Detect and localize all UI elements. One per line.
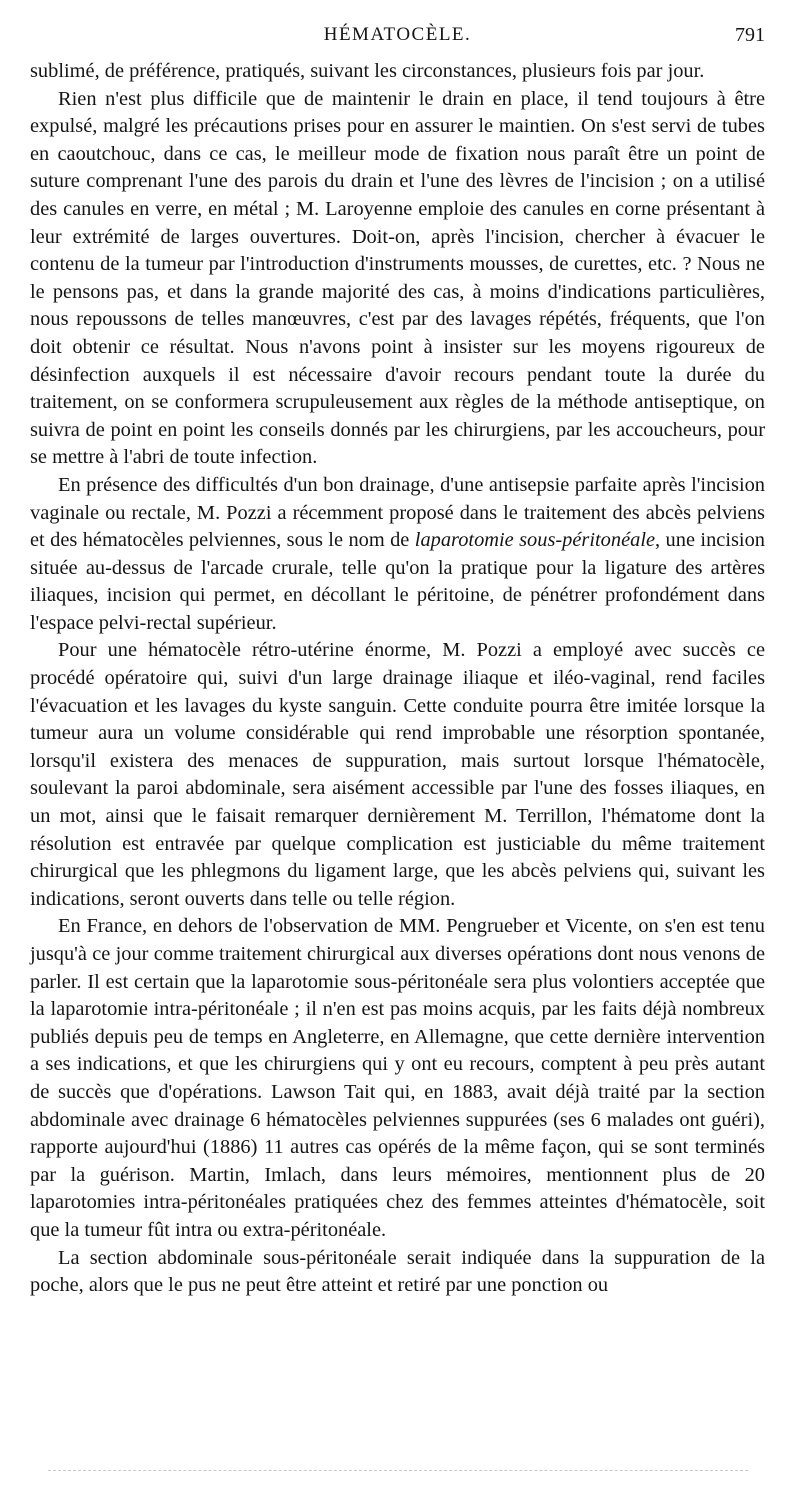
book-page (30, 24, 765, 1300)
italic-term: laparotomie sous-péritonéale (414, 529, 656, 552)
running-head (30, 24, 765, 50)
paragraph-france: En France, en dehors de l'observation de MM. Pengrueber et Vicente, on s'en est tenu jusqu'à ce jour comme traitement chirurgical aux diverses opérations dont nous venons de parler. Il est certain que la laparotomie sous-péritonéale sera plus volontiers acceptée que la laparotomie intra-péritonéale ; il n'en est pas moins acquis, par les faits déjà nombreux publiés depuis peu de temps en Angleterre, en Allemagne, que cette dernière intervention a ses indications, et que les chirurgiens qui y ont eu recours, comptent à peu près autant de succès que d'opérations. Lawson Tait qui, en 1883, avait déjà traité par la section abdominale avec drainage 6 hématocèles pelviennes suppurées (ses 6 malades ont guéri), rapporte aujourd'hui (1886) 11 autres cas opérés de la même façon, qui se sont terminés par la guérison. Martin, Imlach, dans leurs mémoires, mentionnent plus de 20 laparotomies intra-péritonéales pratiquées chez des femmes atteintes d'hématocèle, soit que la tumeur fût intra ou extra-péritonéale. (30, 915, 765, 1241)
paragraph-text-segment: , une incision située au-dessus de l'arcade crurale, telle qu'on la pratique pour la ligature des artères iliaques, incision qui permet, en décollant le péritoine, de pénétrer profondément dans l'espace pelvi-rectal supérieur. (30, 529, 765, 634)
paragraph-abdominal-section: La section abdominale sous-péritonéale serait indiquée dans la suppuration de la poche, alors que le pus ne peut être atteint et retiré par une ponction ou (30, 1246, 765, 1297)
footer-rule (48, 1470, 748, 1471)
body-text (30, 58, 765, 1300)
paragraph-pozzi-procedure (30, 472, 765, 638)
running-title: HÉMATOCÈLE. (323, 24, 472, 45)
page-number: 791 (735, 24, 765, 46)
paragraph-continued: sublimé, de préférence, pratiqués, suivant les circonstances, plusieurs fois par jour. (30, 60, 705, 82)
paragraph-drainage: Rien n'est plus difficile que de maintenir le drain en place, il tend toujours à être expulsé, malgré les précautions prises pour en assurer le maintien. On s'est servi de tubes en caoutchouc, dans ce cas, le meilleur mode de fixation nous paraît être un point de suture comprenant l'une des parois du drain et l'une des lèvres de l'incision ; on a utilisé des canules en verre, en métal ; M. Laroyenne emploie des canules en corne présentant à leur extrémité de larges ouvertures. Doit-on, après l'incision, chercher à évacuer le contenu de la tumeur par l'introduction d'instruments mousses, de curettes, etc. ? Nous ne le pensons pas, et dans la grande majorité des cas, à moins d'indications particulières, nous repoussons de telles manœuvres, c'est par des lavages répétés, fréquents, que l'on doit obtenir ce résultat. Nous n'avons point à insister sur les moyens rigoureux de désinfection auxquels il est nécessaire d'avoir recours pendant toute la durée du traitement, on se conformera scrupuleusement aux règles de la méthode antiseptique, on suivra de point en point les conseils donnés par les chirurgiens, par les accoucheurs, pour se mettre à l'abri de toute infection. (30, 87, 765, 469)
paragraph-text-segment: En présence des difficultés d'un bon drainage, d'une antisepsie parfaite après l'incision vaginale ou rectale, M. Pozzi a récemment proposé dans le traitement des abcès pelviens et des hématocèles pelviennes, sous le nom de (30, 473, 765, 552)
paragraph-retro-uterine: Pour une hématocèle rétro-utérine énorme, M. Pozzi a employé avec succès ce procédé opératoire qui, suivi d'un large drainage iliaque et iléo-vaginal, rend faciles l'évacuation et les lavages du kyste sanguin. Cette conduite pourra être imitée lorsque la tumeur aura un volume considérable qui rend improbable une résorption spontanée, lorsqu'il existera des menaces de suppuration, mais surtout lorsque l'hématocèle, soulevant la paroi abdominale, sera aisément accessible par l'une des fosses iliaques, en un mot, ainsi que le faisait remarquer dernièrement M. Terrillon, l'hématome dont la résolution est entravée par quelque complication est justiciable du même traitement chirurgical que les phlegmons du ligament large, que les abcès pelviens qui, suivant les indications, seront ouverts dans telle ou telle région. (30, 639, 765, 910)
